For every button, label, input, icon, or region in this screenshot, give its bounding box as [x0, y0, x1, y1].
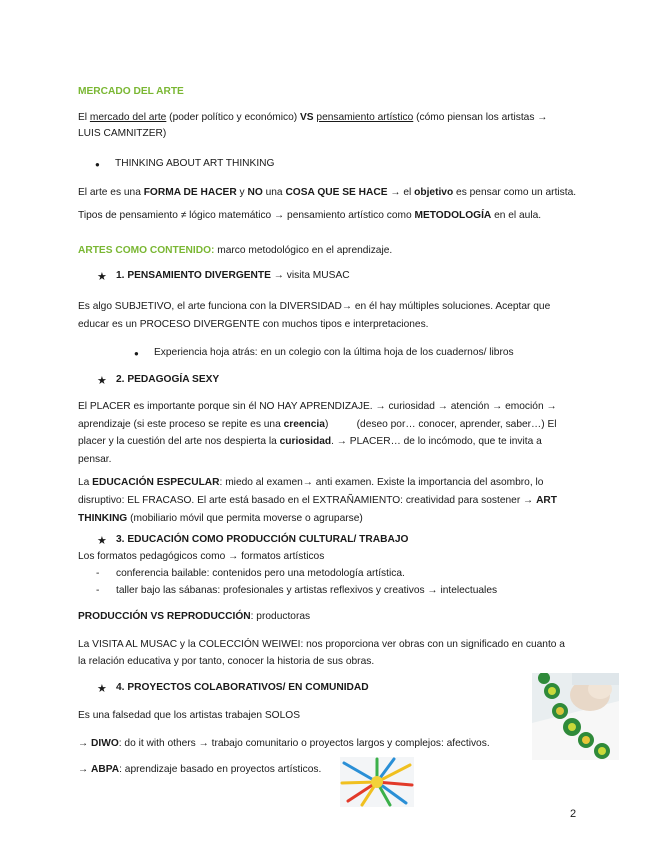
bullet-thinking: THINKING ABOUT ART THINKING [115, 158, 275, 169]
section-4-title: 4. PROYECTOS COLABORATIVOS/ EN COMUNIDAD [116, 682, 369, 693]
section-1-title: 1. PENSAMIENTO DIVERGENTE → visita MUSAC [116, 270, 350, 281]
heading-mercado-del-arte: MERCADO DEL ARTE [78, 86, 184, 97]
paragraph-visita-musac: La VISITA AL MUSAC y la COLECCIÓN WEIWEI: nos proporciona ver obras con un significado en cuanto a la relación educativa y por tanto, conocer la historia de sus obras. [78, 639, 565, 667]
paragraph-diwo: → DIWO: do it with others → trabajo comunitario o proyectos largos y complejos: afectivos. [78, 738, 490, 749]
dash-item-taller: taller bajo las sábanas: profesionales y artistas reflexivos y creativos → intelectuales [116, 585, 498, 596]
paragraph-forma-de-hacer: El arte es una FORMA DE HACER y NO una COSA QUE SE HACE → el objetivo es pensar como un artista. [78, 187, 577, 198]
photo-painting-circles [532, 673, 619, 760]
paragraph-mercado: El mercado del arte (poder político y económico) VS pensamiento artístico (cómo piensan los artistas → LUIS CAMNITZER) [78, 112, 548, 139]
paragraph-abpa: → ABPA: aprendizaje basado en proyectos artísticos. [78, 764, 322, 775]
paragraph-tipos-pensamiento: Tipos de pensamiento ≠ lógico matemático → pensamiento artístico como METODOLOGÍA en el aula. [78, 210, 542, 221]
paragraph-educacion-especular: La EDUCACIÓN ESPECULAR: miedo al examen→ anti examen. Existe la importancia del asombro, lo disruptivo: EL FRACASO. El arte está basado en el EXTRAÑAMIENTO: creatividad para sostener → ART THINKING (mobiliario móvil que permita moverse o agruparse) [78, 477, 558, 524]
paragraph-placer: El PLACER es importante porque sin él NO HAY APRENDIZAJE. → curiosidad → atención → emoción → aprendizaje (si este proceso se repite es una creencia) (deseo por… conocer, aprender, saber…) El placer y la cuestión del arte nos despierta la curiosidad. → PLACER… de lo incómodo, que te invita a pensar. [78, 401, 557, 465]
section-3-title: 3. EDUCACIÓN COMO PRODUCCIÓN CULTURAL/ TRABAJO [116, 534, 409, 545]
heading-artes-como-contenido: ARTES COMO CONTENIDO: marco metodológico en el aprendizaje. [78, 245, 393, 256]
paragraph-subjetivo: Es algo SUBJETIVO, el arte funciona con la DIVERSIDAD→ en él hay múltiples soluciones. Aceptar que educar es un PROCESO DIVERGENTE con muchos tipos e interpretaciones. [78, 301, 551, 330]
page-number: 2 [570, 808, 577, 820]
bullet-experiencia: Experiencia hoja atrás: en un colegio con la última hoja de los cuadernos/ libros [154, 347, 514, 358]
paragraph-falsedad: Es una falsedad que los artistas trabajen SOLOS [78, 710, 300, 721]
dash-item-conferencia: conferencia bailable: contenidos pero una metodología artística. [116, 568, 405, 579]
paragraph-produccion: PRODUCCIÓN VS REPRODUCCIÓN: productoras [78, 611, 311, 622]
image-colorful-threads [340, 757, 414, 807]
section-2-title: 2. PEDAGOGÍA SEXY [116, 374, 220, 385]
paragraph-formatos: Los formatos pedagógicos como → formatos artísticos [78, 551, 325, 562]
